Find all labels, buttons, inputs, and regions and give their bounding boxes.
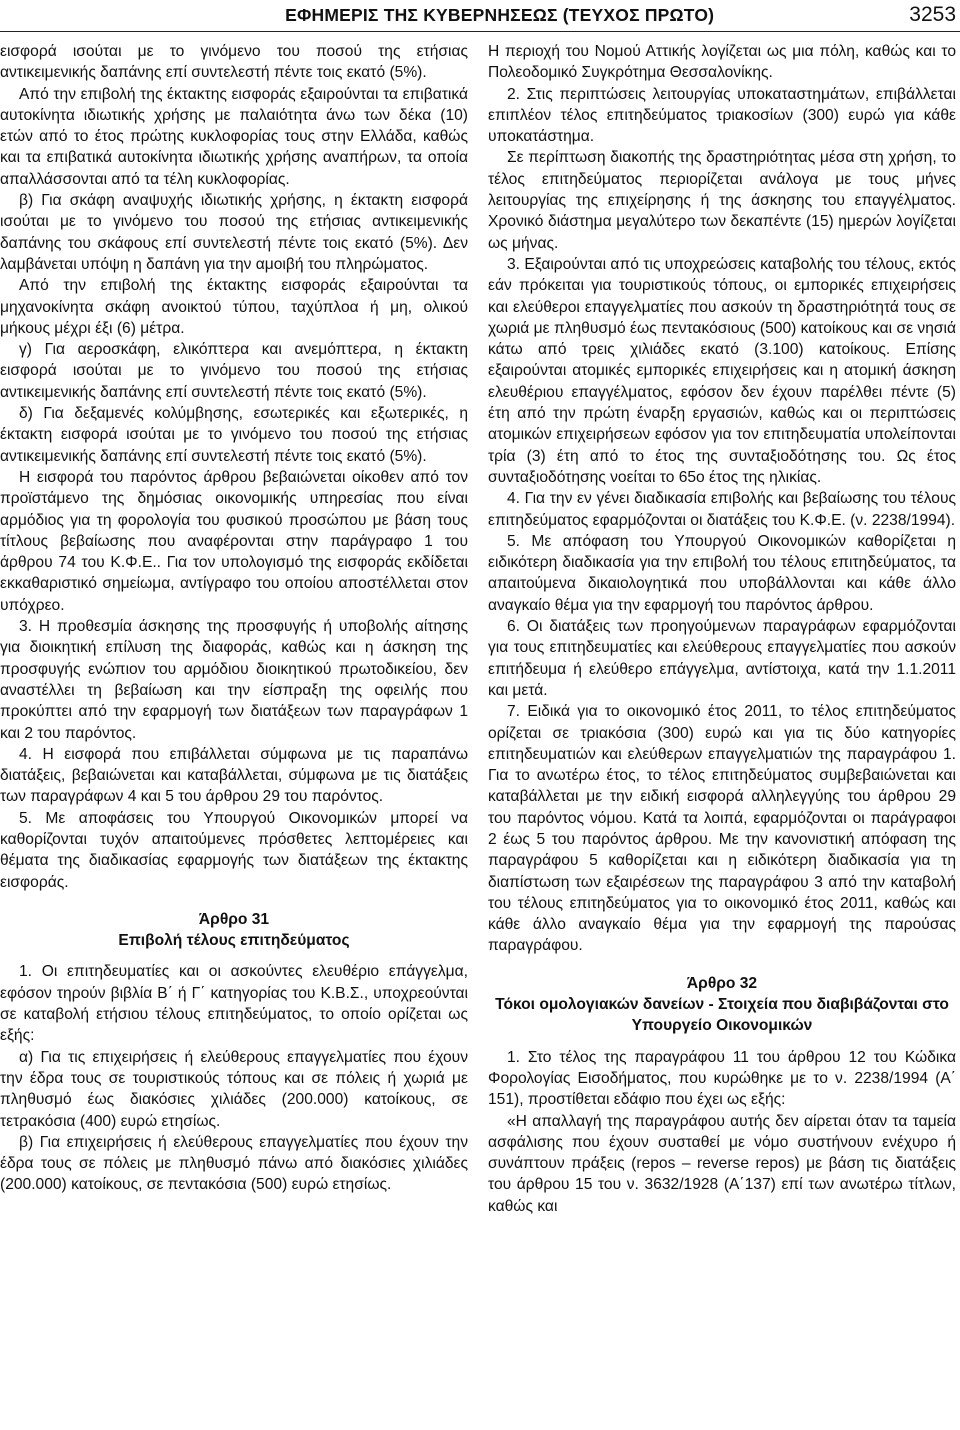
paragraph: γ) Για αεροσκάφη, ελικόπτερα και ανεμόπτερα, η έκτακτη εισφορά ισούται με το γινόμενο του ποσού της ετήσιας αντικειμενικής δαπάνης επί συντελεστή πέντε τοις εκατό (5%). bbox=[0, 341, 468, 401]
article-number: Άρθρο 32 bbox=[686, 974, 758, 992]
paragraph: 1. Οι επιτηδευματίες και οι ασκούντες ελευθέριο επάγγελμα, εφόσον τηρούν βιβλία Β΄ ή Γ΄ κατηγορίας του Κ.Β.Σ., υποχρεούνται σε καταβολή ετήσιου τέλους επιτηδεύματος, το οποίο ορίζεται ως εξής: bbox=[0, 963, 468, 1045]
right-column bbox=[488, 41, 956, 1217]
paragraph: Από την επιβολή της έκτακτης εισφοράς εξαιρούνται τα επιβατικά αυτοκίνητα ιδιωτικής χρήσης με παλαιότητα άνω των δέκα (10) ετών από το έτος πρώτης κυκλοφορίας τους στην Ελλάδα, καθώς και τα επιβατικά αυτοκίνητα ιδιωτικής χρήσης αναπήρων, τα οποία απαλλάσσονται από τα τέλη κυκλοφορίας. bbox=[0, 85, 468, 188]
article-title: Τόκοι ομολογιακών δανείων - Στοιχεία που διαβιβάζονται στο Υπουργείο Οικονομικών bbox=[495, 996, 949, 1035]
paragraph: 5. Με απόφαση του Υπουργού Οικονομικών καθορίζεται η ειδικότερη διαδικασία για την επιβολή του τέλους επιτηδεύματος, τα απαιτούμενα δικαιολογητικά που υποβάλλονται και κάθε άλλο αναγκαίο θέμα για την εφαρμογή του παρόντος άρθρου. bbox=[488, 532, 956, 614]
paragraph: δ) Για δεξαμενές κολύμβησης, εσωτερικές και εξωτερικές, η έκτακτη εισφορά ισούται με το γινόμενο του ποσού της ετήσιας αντικειμενικής δαπάνης επί συντελεστή πέντε τοις εκατό (5%). bbox=[0, 405, 468, 465]
article-heading bbox=[488, 973, 956, 1037]
paragraph: 6. Οι διατάξεις των προηγούμενων παραγράφων εφαρμόζονται για τους επιτηδευματίες και ελεύθερους επαγγελματίες που ασκούν επιτήδευμα ή ελεύθερο επάγγελμα, αντίστοιχα, κατά την 1.1.2011 και μετά. bbox=[488, 618, 956, 699]
paragraph: Η εισφορά του παρόντος άρθρου βεβαιώνεται οίκοθεν από τον προϊστάμενο της δημόσιας οικονομικής υπηρεσίας που είναι αρμόδιος για τη φορολογία του φυσικού προσώπου με βάση τους τίτλους βεβαίωσης που αναφέρονται στην παράγραφο 1 του άρθρου 74 του Κ.Φ.Ε.. Για τον υπολογισμό της εισφοράς εκδίδεται εκκαθαριστικό σημείωμα, αντίγραφο του οποίου αποστέλλεται στον υπόχρεο. bbox=[0, 468, 468, 614]
paragraph: 4. Η εισφορά που επιβάλλεται σύμφωνα με τις παραπάνω διατάξεις, βεβαιώνεται και καταβάλλεται, σύμφωνα με τις διατάξεις των παραγράφων 4 και 5 του άρθρου 29 του παρόντος. bbox=[0, 745, 468, 806]
paragraph: 5. Με αποφάσεις του Υπουργού Οικονομικών μπορεί να καθορίζονται τυχόν απαιτούμενες πρόσθετες λεπτομέρειες και θέματα της διαδικασίας εφαρμογής των διατάξεων της έκτακτης εισφοράς. bbox=[0, 809, 468, 891]
article-number: Άρθρο 31 bbox=[198, 910, 270, 928]
paragraph: β) Για επιχειρήσεις ή ελεύθερους επαγγελματίες που έχουν την έδρα τους σε πόλεις με πληθυσμό πάνω από διακόσιες χιλιάδες (200.000) κατοίκους, σε πεντακόσια (500) ευρώ ετησίως. bbox=[0, 1133, 468, 1194]
paragraph: «Η απαλλαγή της παραγράφου αυτής δεν αίρεται όταν τα ταμεία ασφάλισης που έχουν συσταθεί με νόμο συστήνουν ενέχυρο ή συνάπτουν πράξεις (repos – reverse repos) με βάση τις διατάξεις του άρθρου 15 του ν. 3632/1928 (Α΄137) επί των ανωτέρω τίτλων, καθώς και bbox=[488, 1112, 956, 1215]
paragraph: 3. Η προθεσμία άσκησης της προσφυγής ή υποβολής αίτησης για διοικητική επίλυση της διαφοράς, καθώς και η άσκηση της προσφυγής ενώπιον του αρμόδιου διοικητικού πρωτοδικείου, δεν αναστέλλει τη βεβαίωση και την είσπραξη της οφειλής που προκύπτει από την εφαρμογή των διατάξεων των παραγράφων 1 και 2 του παρόντος. bbox=[0, 618, 468, 742]
article-heading bbox=[0, 909, 468, 952]
page-header bbox=[0, 0, 960, 30]
article-title: Επιβολή τέλους επιτηδεύματος bbox=[118, 932, 350, 950]
left-column bbox=[0, 41, 468, 1196]
page-number: 3253 bbox=[909, 3, 956, 26]
paragraph: 1. Στο τέλος της παραγράφου 11 του άρθρου 12 του Κώδικα Φορολογίας Εισοδήματος, που κυρώθηκε με το ν. 2238/1994 (Α΄ 151), προστίθεται εδάφιο που έχει ως εξής: bbox=[488, 1048, 956, 1109]
gazette-title: ΕΦΗΜΕΡΙΣ ΤΗΣ ΚΥΒΕΡΝΗΣΕΩΣ (ΤΕΥΧΟΣ ΠΡΩΤΟ) bbox=[285, 4, 715, 25]
paragraph: Σε περίπτωση διακοπής της δραστηριότητας μέσα στη χρήση, το τέλος επιτηδεύματος περιορίζεται ανάλογα με τους μήνες λειτουργίας της επιχείρησης ή της άσκησης του επαγγέλματος. Χρονικό διάστημα μεγαλύτερο των δεκαπέντε (15) ημερών λογίζεται ως μήνας. bbox=[488, 149, 956, 252]
paragraph: α) Για τις επιχειρήσεις ή ελεύθερους επαγγελματίες που έχουν την έδρα τους σε τουριστικούς τόπους και σε πόλεις ή χωριά με πληθυσμό έως διακόσιες χιλιάδες (200.000) κατοίκους, σε τετρακόσια (400) ευρώ ετησίως. bbox=[0, 1048, 468, 1130]
paragraph: Η περιοχή του Νομού Αττικής λογίζεται ως μια πόλη, καθώς και το Πολεοδομικό Συγκρότημα Θεσσαλονίκης. bbox=[488, 43, 956, 82]
header-rule bbox=[0, 31, 960, 32]
paragraph: 2. Στις περιπτώσεις λειτουργίας υποκαταστημάτων, επιβάλλεται επιπλέον τέλος επιτηδεύματος τριακοσίων (300) ευρώ για κάθε υποκατάστημα. bbox=[488, 85, 956, 146]
paragraph: 4. Για την εν γένει διαδικασία επιβολής και βεβαίωσης του τέλους επιτηδεύματος εφαρμόζονται οι διατάξεις του Κ.Φ.Ε. (ν. 2238/1994). bbox=[488, 490, 956, 529]
paragraph: Από την επιβολή της έκτακτης εισφοράς εξαιρούνται τα μηχανοκίνητα σκάφη ανοικτού τύπου, ταχύπλοα ή μη, ολικού μήκους μέχρι έξι (6) μέτρα. bbox=[0, 277, 468, 337]
paragraph: β) Για σκάφη αναψυχής ιδιωτικής χρήσης, η έκτακτη εισφορά ισούται με το γινόμενο του ποσού της ετήσιας αντικειμενικής δαπάνης του σκάφους επί συντελεστή πέντε τοις εκατό (5%). Δεν λαμβάνεται υπόψη η δαπάνη για την αμοιβή του πληρώματος. bbox=[0, 192, 468, 273]
paragraph: 7. Ειδικά για το οικονομικό έτος 2011, το τέλος επιτηδεύματος ορίζεται σε τριακόσια (300) ευρώ και για τις δύο κατηγορίες επιτηδευματιών και ελεύθερων επαγγελματιών της παραγράφου 1. Για το ανωτέρω έτος, το τέλος επιτηδεύματος συμβεβαιώνεται και καταβάλλεται με την ειδική εισφορά αλληλεγγύης του άρθρου 29 του παρόντος νόμου. Κατά τα λοιπά, εφαρμόζονται οι παράγραφοι 2 έως 5 του παρόντος άρθρου. Με την κανονιστική απόφαση της παραγράφου 5 καθορίζεται και η ειδικότερη διαδικασία για τη διαπίστωση των εξαιρέσεων της παραγράφου 3 από την καταβολή του τέλους επιτηδεύματος για το οικονομικό έτος 2011, καθώς και κάθε άλλο αναγκαίο θέμα για την εφαρμογή της παρούσας παραγράφου. bbox=[488, 703, 956, 955]
paragraph: εισφορά ισούται με το γινόμενο του ποσού της ετήσιας αντικειμενικής δαπάνης επί συντελεστή πέντε τοις εκατό (5%). bbox=[0, 43, 468, 82]
paragraph: 3. Εξαιρούνται από τις υποχρεώσεις καταβολής του τέλους, εκτός εάν πρόκειται για τουριστικούς τόπους, οι εμπορικές επιχειρήσεις και ελεύθεροι επαγγελματίες που ασκούν τη δραστηριότητά τους σε χωριά με πληθυσμό έως πεντακόσιους (500) κατοίκους και σε νησιά κάτω από τρεις χιλιάδες εκατό (3.100) κατοίκους. Επίσης εξαιρούνται ατομικές εμπορικές επιχειρήσεις και η ατομική άσκηση ελευθέριου επαγγέλματος, εφόσον δεν έχουν παρέλθει πέντε (5) έτη από την πρώτη έναρξη εργασιών, καθώς και οι περιπτώσεις ατομικών επιχειρήσεων εφόσον για τον επιτηδευματία υπολείπονται τρία (3) έτη από το έτος της συνταξιοδότησης του. Ως έτος συνταξιοδότησης νοείται το 65ο έτος της ηλικίας. bbox=[488, 255, 956, 486]
